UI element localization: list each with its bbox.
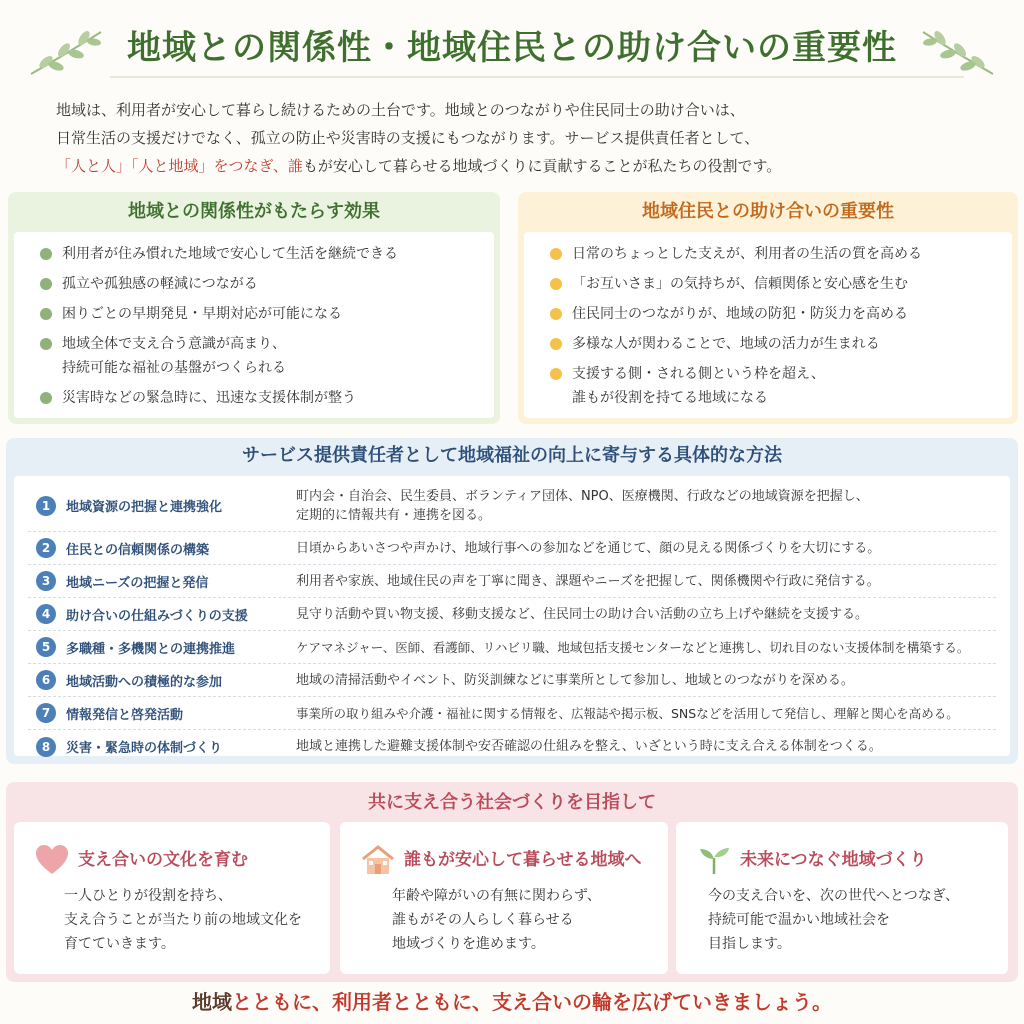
method-description: 見守り活動や買い物支援、移動支援など、住民同士の助け合い活動の立ち上げや継続を支援する。 <box>296 606 869 622</box>
row-number-badge: 6 <box>36 670 56 690</box>
list-item-text: 住民同士のつながりが、地域の防犯・防災力を高める <box>572 306 908 322</box>
method-description: 事業所の取り組みや介護・福祉に関する情報を、広報誌や掲示板、SNSなどを活用して発信し、理解と関心を高める。 <box>296 705 959 721</box>
effects-panel <box>8 192 500 424</box>
card-title-text: 誰もが安心して暮らせる地域へ <box>404 850 642 870</box>
card-title <box>696 842 998 878</box>
future-card <box>676 822 1008 974</box>
card-line: 地域づくりを進めます。 <box>392 936 545 952</box>
method-label: 助け合いの仕組みづくりの支援 <box>66 608 248 624</box>
list-item-text: 地域全体で支え合う意識が高まり、 <box>62 336 286 352</box>
list-item <box>40 302 482 326</box>
method-label: 地域活動への積極的な参加 <box>66 674 223 690</box>
methods-heading: サービス提供責任者として地域福祉の向上に寄与する具体的な方法 <box>242 445 782 466</box>
method-label: 多職種・多機関との連携推進 <box>66 641 236 657</box>
method-description: 日頃からあいさつや声かけ、地域行事への参加などを通じて、顔の見える関係づくりを大切にする。 <box>296 540 881 556</box>
method-description: ケアマネジャー、医師、看護師、リハビリ職、地域包括支援センターなどと連携し、切れ目のない支援体制を構築する。 <box>296 639 970 655</box>
leaf-sprig-icon <box>26 24 106 84</box>
list-item-text: 日常のちょっとした支えが、利用者の生活の質を高める <box>572 246 922 262</box>
method-description: 利用者や家族、地域住民の声を丁寧に聞き、課題やニーズを把握して、関係機関や行政に発信する。 <box>296 573 880 589</box>
card-line: 一人ひとりが役割を持ち、 <box>64 888 232 904</box>
heart-icon <box>34 844 70 876</box>
leaf-sprig-icon <box>918 24 998 84</box>
list-item-text: 利用者が住み慣れた地域で安心して生活を継続できる <box>62 246 398 262</box>
title-underline <box>110 76 964 78</box>
method-label: 地域ニーズの把握と発信 <box>66 575 209 591</box>
method-label: 地域資源の把握と連携強化 <box>66 500 223 515</box>
list-item-text: 「お互いさま」の気持ちが、信頼関係と安心感を生む <box>572 276 908 292</box>
bullet-dot-icon <box>550 278 562 290</box>
method-description <box>296 485 996 527</box>
row-number-badge: 8 <box>36 737 56 757</box>
table-row <box>28 697 996 730</box>
card-line: 持続可能で温かい地域社会を <box>708 912 890 928</box>
row-number-badge: 4 <box>36 604 56 624</box>
table-row <box>28 664 996 697</box>
bullet-dot-icon <box>40 338 52 350</box>
list-item <box>40 332 482 380</box>
closing-text: 地域 <box>192 990 232 1014</box>
closing-accent: とともに、利用者とともに、支え合いの輪を広げていきましょう。 <box>232 990 832 1014</box>
safe-living-card <box>340 822 668 974</box>
list-item-text: 支援する側・される側という枠を超え、 <box>572 366 825 382</box>
intro-line: 地域は、利用者が安心して暮らし続けるための土台です。地域とのつながりや住民同士の助け合いは、 <box>56 101 745 119</box>
intro-accent: 「人と人」「人と地域」をつなぎ、誰 <box>56 157 303 175</box>
method-label: 情報発信と啓発活動 <box>66 707 184 723</box>
table-row <box>28 565 996 598</box>
card-line: 誰もがその人らしく暮らせる <box>392 912 574 928</box>
intro-paragraph <box>56 96 996 180</box>
list-item-text: 災害時などの緊急時に、迅速な支援体制が整う <box>62 390 356 406</box>
card-line: 目指します。 <box>708 936 791 952</box>
card-title <box>34 842 320 878</box>
card-line: 支え合うことが当たり前の地域文化を <box>64 912 302 928</box>
mutual-aid-panel <box>518 192 1018 424</box>
methods-section <box>6 438 1018 764</box>
bullet-dot-icon <box>550 338 562 350</box>
list-item <box>40 242 482 266</box>
bullet-dot-icon <box>550 308 562 320</box>
bullet-dot-icon <box>550 248 562 260</box>
card-line: 育てていきます。 <box>64 936 175 952</box>
bullet-dot-icon <box>40 392 52 404</box>
card-body <box>392 884 601 956</box>
card-title-text: 支え合いの文化を育む <box>78 850 248 870</box>
header <box>0 14 1024 80</box>
card-title-text: 未来につなぐ地域づくり <box>740 850 927 870</box>
culture-card <box>14 822 330 974</box>
list-item <box>550 302 1000 326</box>
method-description: 地域と連携した避難支援体制や安否確認の仕組みを整え、いざという時に支え合える体制をつくる。 <box>296 739 882 754</box>
house-icon <box>360 844 396 876</box>
row-number-badge: 7 <box>36 703 56 723</box>
intro-line <box>56 152 996 180</box>
row-number-badge: 3 <box>36 571 56 591</box>
list-item-text: 誰もが役割を持てる地域になる <box>572 390 768 406</box>
bullet-dot-icon <box>40 248 52 260</box>
table-row <box>28 730 996 763</box>
intro-line-rest: もが安心して暮らせる地域づくりに貢献することが私たちの役割です。 <box>302 157 782 175</box>
card-body <box>64 884 302 956</box>
table-row <box>28 480 996 532</box>
method-description-line: 定期的に情報共有・連携を図る。 <box>296 507 492 523</box>
closing-message <box>0 984 1024 1020</box>
row-number-badge: 1 <box>36 496 56 516</box>
society-section <box>6 782 1018 982</box>
methods-table <box>14 476 1010 756</box>
method-description-line: 町内会・自治会、民生委員、ボランティア団体、NPO、医療機関、行政などの地域資源を把握し、 <box>296 488 869 504</box>
card-line: 今の支え合いを、次の世代へとつなぎ、 <box>708 888 960 904</box>
mutual-aid-heading: 地域住民との助け合いの重要性 <box>642 201 894 222</box>
table-row <box>28 532 996 565</box>
list-item <box>40 272 482 296</box>
list-item-text: 持続可能な福祉の基盤がつくられる <box>62 360 286 376</box>
list-item <box>550 332 1000 356</box>
list-item-text: 多様な人が関わることで、地域の活力が生まれる <box>572 336 880 352</box>
card-line: 年齢や障がいの有無に関わらず、 <box>392 888 601 904</box>
list-item-text: 孤立や孤独感の軽減につながる <box>62 276 258 292</box>
list-item <box>550 242 1000 266</box>
list-item <box>40 386 482 410</box>
method-label: 災害・緊急時の体制づくり <box>66 741 223 756</box>
method-description: 地域の清掃活動やイベント、防災訓練などに事業所として参加し、地域とのつながりを深める。 <box>296 672 854 688</box>
card-title <box>360 842 658 878</box>
bullet-dot-icon <box>550 368 562 380</box>
intro-line: 日常生活の支援だけでなく、孤立の防止や災害時の支援にもつながります。サービス提供責任者として、 <box>56 129 760 147</box>
list-item-text: 困りごとの早期発見・早期対応が可能になる <box>62 306 342 322</box>
bullet-dot-icon <box>40 308 52 320</box>
list-item <box>550 362 1000 410</box>
effects-heading: 地域との関係性がもたらす効果 <box>128 201 380 222</box>
card-body <box>708 884 959 956</box>
effects-list <box>14 232 494 418</box>
sprout-icon <box>696 844 732 876</box>
row-number-badge: 2 <box>36 538 56 558</box>
bullet-dot-icon <box>40 278 52 290</box>
row-number-badge: 5 <box>36 637 56 657</box>
society-heading: 共に支え合う社会づくりを目指して <box>368 792 656 813</box>
mutual-aid-list <box>524 232 1012 418</box>
table-row <box>28 631 996 664</box>
method-label: 住民との信頼関係の構築 <box>66 542 210 558</box>
table-row <box>28 598 996 631</box>
page-title: 地域との関係性・地域住民との助け合いの重要性 <box>127 28 897 68</box>
list-item <box>550 272 1000 296</box>
